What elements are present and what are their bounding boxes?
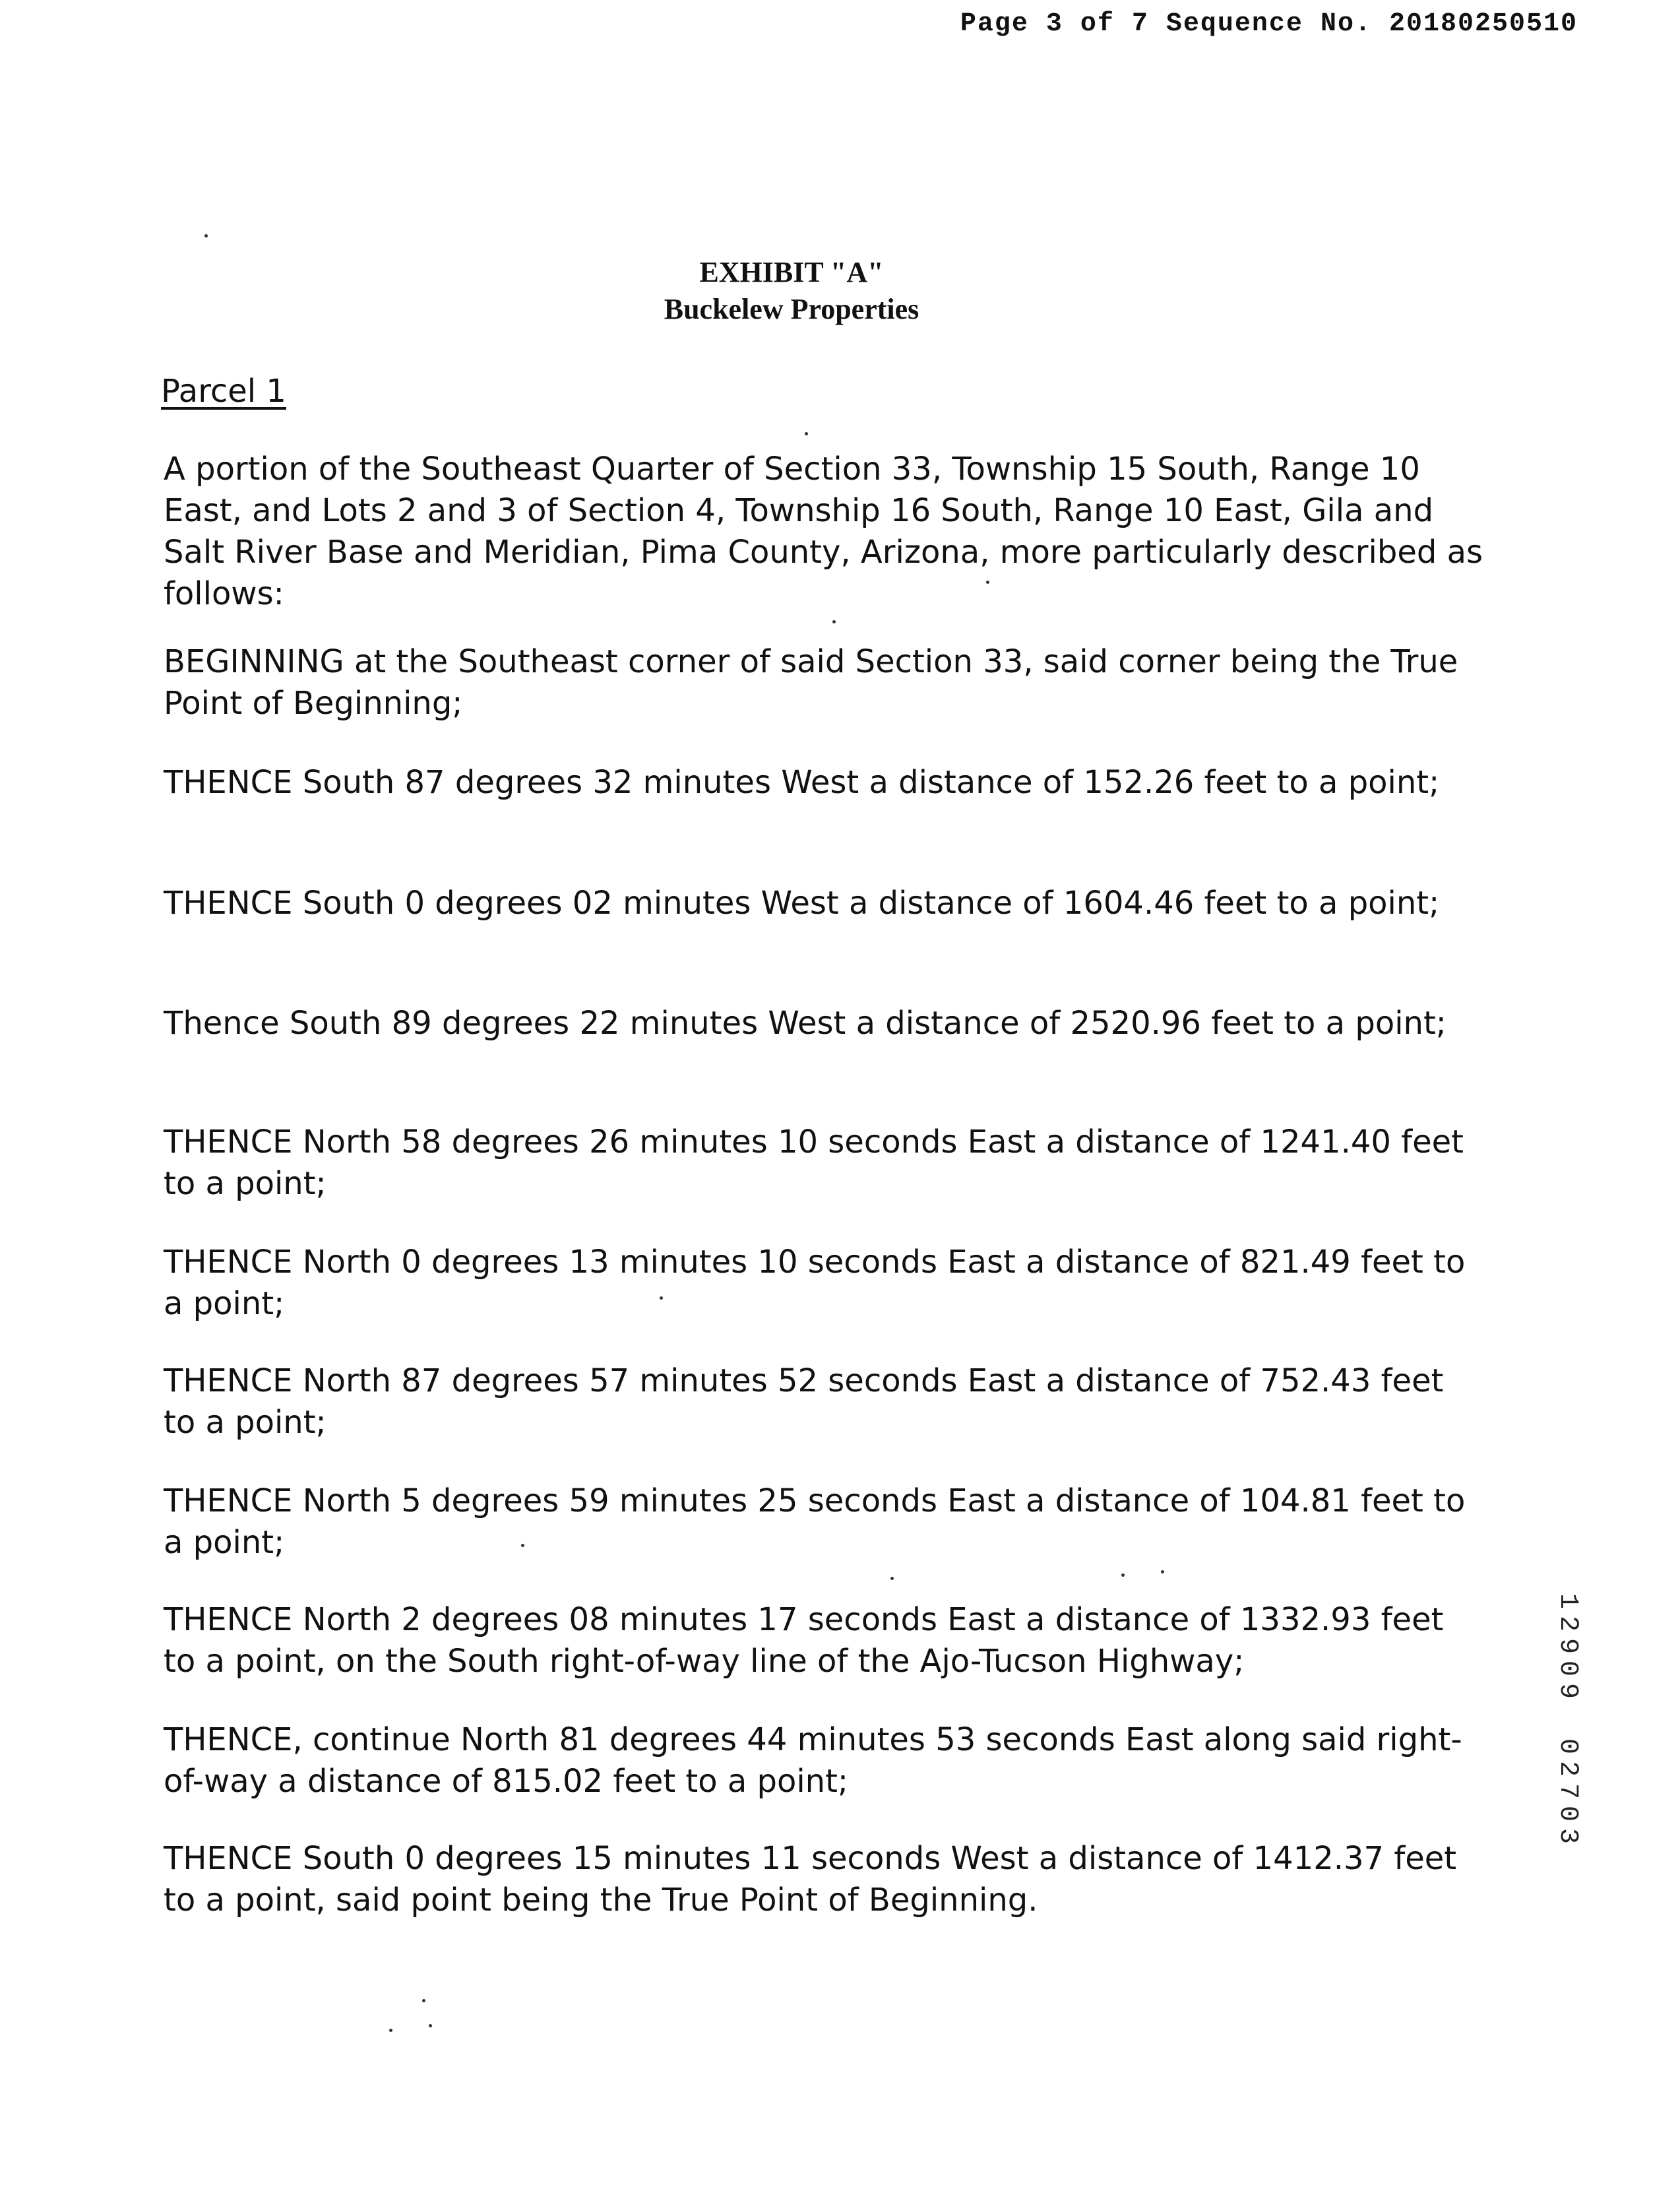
legal-description-intro: A portion of the Southeast Quarter of Section 33, Township 15 South, Range 10 East, and Lots 2 and 3 of Section 4, Township 16 South, Range 10 East, Gila and Salt River Base and Meridian, Pima County, Arizona, more particularly described as follows: bbox=[164, 451, 1483, 612]
page-sequence-header: Page 3 of 7 Sequence No. 20180250510 bbox=[960, 9, 1578, 39]
parcel-heading: Parcel 1 bbox=[161, 373, 286, 410]
side-number-second bbox=[1554, 1735, 1580, 1847]
side-number-digit: 2 bbox=[1553, 1760, 1582, 1777]
scan-speck bbox=[429, 2024, 432, 2027]
scan-speck bbox=[986, 581, 989, 584]
scan-speck bbox=[890, 1577, 894, 1580]
scan-speck bbox=[660, 1296, 663, 1300]
side-number-digit: 2 bbox=[1553, 1615, 1582, 1632]
exhibit-title-block bbox=[0, 254, 1583, 328]
course-5: THENCE North 0 degrees 13 minutes 10 seconds East a distance of 821.49 feet to a point; bbox=[164, 1244, 1466, 1322]
exhibit-title: EXHIBIT "A" bbox=[699, 256, 884, 288]
side-number-digit: 1 bbox=[1553, 1593, 1582, 1609]
scan-speck bbox=[204, 234, 208, 238]
side-number-digit: 3 bbox=[1553, 1827, 1582, 1844]
exhibit-subtitle: Buckelew Properties bbox=[664, 293, 919, 325]
scan-speck bbox=[521, 1544, 524, 1547]
side-number-first bbox=[1554, 1590, 1580, 1702]
side-number-digit: 0 bbox=[1553, 1738, 1582, 1754]
side-number-digit: 9 bbox=[1553, 1682, 1582, 1699]
course-3: Thence South 89 degrees 22 minutes West a distance of 2520.96 feet to a point; bbox=[164, 1005, 1447, 1042]
scan-speck bbox=[389, 2029, 392, 2032]
scan-speck bbox=[1121, 1573, 1125, 1577]
scan-speck bbox=[805, 432, 808, 435]
course-8: THENCE North 2 degrees 08 minutes 17 seconds East a distance of 1332.93 feet to a point, on the South right-of-way line of the Ajo-Tucson Highway; bbox=[164, 1601, 1444, 1680]
side-number-digit: 0 bbox=[1553, 1660, 1582, 1676]
course-1: THENCE South 87 degrees 32 minutes West a distance of 152.26 feet to a point; bbox=[164, 764, 1440, 801]
course-7: THENCE North 5 degrees 59 minutes 25 seconds East a distance of 104.81 feet to a point; bbox=[164, 1482, 1466, 1561]
scan-speck bbox=[422, 1999, 425, 2002]
course-4: THENCE North 58 degrees 26 minutes 10 seconds East a distance of 1241.40 feet to a point; bbox=[164, 1124, 1464, 1202]
side-number-digit: 0 bbox=[1553, 1805, 1582, 1822]
course-2: THENCE South 0 degrees 02 minutes West a distance of 1604.46 feet to a point; bbox=[164, 885, 1440, 922]
course-9: THENCE, continue North 81 degrees 44 minutes 53 seconds East along said right-of-way a distance of 815.02 feet to a point; bbox=[164, 1721, 1462, 1800]
course-10: THENCE South 0 degrees 15 minutes 11 seconds West a distance of 1412.37 feet to a point, said point being the True Point of Beginning. bbox=[164, 1840, 1457, 1919]
side-number-digit: 9 bbox=[1553, 1637, 1582, 1654]
course-6: THENCE North 87 degrees 57 minutes 52 seconds East a distance of 752.43 feet to a point; bbox=[164, 1362, 1444, 1441]
side-number-digit: 7 bbox=[1553, 1783, 1582, 1799]
scan-speck bbox=[832, 620, 836, 623]
side-record-number bbox=[1554, 1590, 1580, 1847]
beginning-clause: BEGINNING at the Southeast corner of said Section 33, said corner being the True Point of Beginning; bbox=[164, 643, 1458, 722]
scan-speck bbox=[1161, 1570, 1164, 1573]
